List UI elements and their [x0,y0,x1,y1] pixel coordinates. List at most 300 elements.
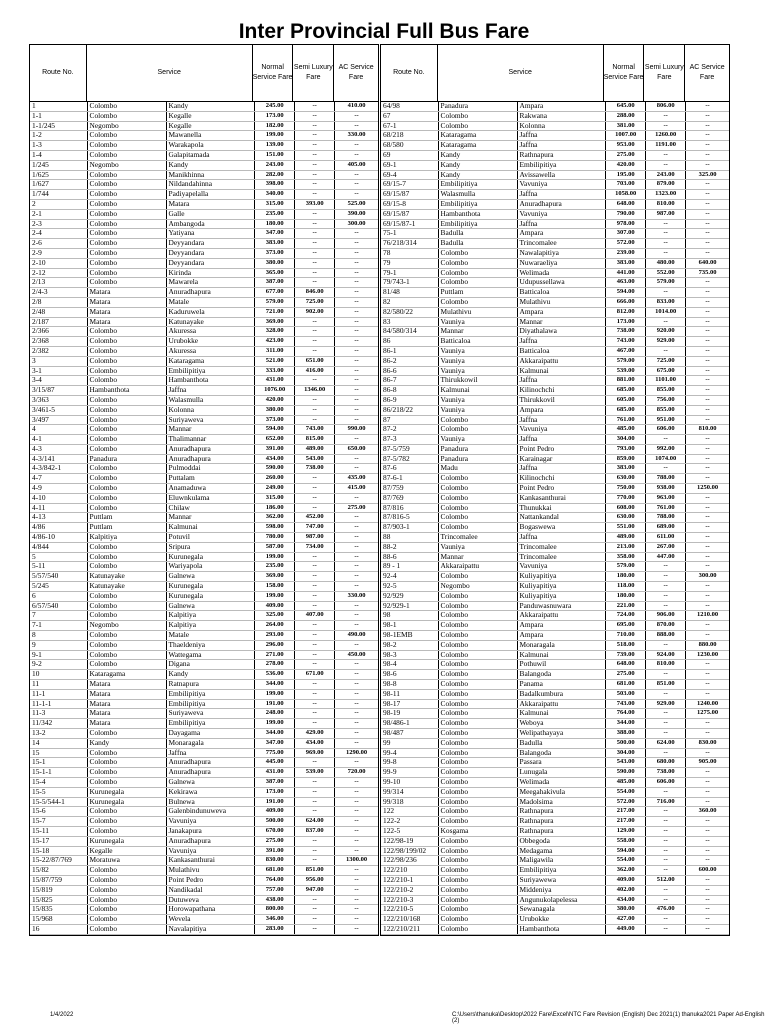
table-row [30,416,378,426]
cell-from: Colombo [88,905,167,914]
cell-normal-fare: 521.00 [255,357,295,366]
cell-to: Anuradhapura [518,200,607,209]
cell-semi-fare: -- [295,112,335,121]
cell-semi-fare: -- [295,847,335,856]
cell-semi-fare: 434.00 [295,739,335,748]
cell-semi-fare: 1014.00 [646,308,686,317]
cell-route: 122/210/168 [381,915,439,924]
cell-route: 15-17 [30,837,88,846]
table-row [381,827,729,837]
cell-ac-fare: -- [354,758,359,766]
table-row [381,592,729,602]
table-row [381,798,729,808]
cell-route: 122/210-2 [381,886,439,895]
table-row [381,749,729,759]
cell-from: Colombo [439,416,518,425]
cell-to: Bogaswewa [518,523,607,532]
cell-from: Vauniya [439,435,518,444]
cell-from: Colombo [88,239,167,248]
cell-from: Kurunegala [88,837,167,846]
cell-route: 1/625 [30,171,88,180]
cell-route: 88-2 [381,543,439,552]
cell-ac-fare: -- [354,405,359,413]
cell-from: Colombo [88,807,167,816]
footer-date: 1/4/2022 [50,1012,74,1018]
cell-semi-fare: 920.00 [646,327,686,336]
cell-route: 2/382 [30,347,88,356]
table-row [30,651,378,661]
table-row [30,905,378,915]
cell-normal-fare: 275.00 [606,670,646,679]
cell-ac-fare: -- [354,582,359,590]
cell-ac-fare: -- [705,582,710,590]
table-row [30,464,378,474]
cell-route: 4/86 [30,523,88,532]
cell-ac-fare: -- [354,552,359,560]
table-body [30,102,378,935]
cell-semi-fare: -- [295,318,335,327]
cell-to: Mannar [167,425,256,434]
cell-semi-fare: 929.00 [646,337,686,346]
cell-normal-fare: 391.00 [255,847,295,856]
table-row [381,406,729,416]
table-row [30,700,378,710]
cell-to: Jaffna [518,376,607,385]
cell-to: Kekirawa [167,788,256,797]
table-row [30,533,378,543]
cell-semi-fare: -- [295,709,335,718]
cell-semi-fare: 815.00 [295,435,335,444]
table-row [30,856,378,866]
cell-normal-fare: 118.00 [606,582,646,591]
cell-ac-fare: -- [354,640,359,648]
cell-ac-fare: -- [705,180,710,188]
cell-ac-fare: -- [705,229,710,237]
cell-ac-fare: 640.00 [698,258,717,266]
cell-normal-fare: 333.00 [255,367,295,376]
cell-to: Wattegama [167,651,256,660]
table-row [381,533,729,543]
table-row [381,788,729,798]
table-row [381,572,729,582]
cell-to: Batticaloa [518,347,607,356]
cell-route: 92-4 [381,572,439,581]
cell-to: Vavuniya [518,562,607,571]
cell-semi-fare: 725.00 [295,298,335,307]
cell-from: Colombo [439,269,518,278]
cell-semi-fare: -- [646,592,686,601]
cell-from: Colombo [88,259,167,268]
table-row [381,445,729,455]
cell-ac-fare: 1300.00 [346,856,368,864]
cell-semi-fare: -- [295,190,335,199]
cell-route: 81/48 [381,288,439,297]
cell-ac-fare: -- [705,748,710,756]
table-row [381,367,729,377]
cell-from: Colombo [439,719,518,728]
cell-to: Hambanthota [167,376,256,385]
cell-from: Colombo [439,729,518,738]
cell-normal-fare: 373.00 [255,416,295,425]
cell-ac-fare: -- [705,464,710,472]
cell-route: 122/98-19 [381,837,439,846]
header-ac: AC Service Fare [338,64,374,81]
cell-semi-fare: -- [646,915,686,924]
cell-normal-fare: 652.00 [255,435,295,444]
cell-route: 98-19 [381,709,439,718]
cell-normal-fare: 340.00 [255,190,295,199]
header-semi: Semi Luxury Fare [644,45,685,101]
cell-semi-fare: -- [646,837,686,846]
cell-semi-fare: 906.00 [646,611,686,620]
cell-from: Colombo [88,464,167,473]
table-row [381,700,729,710]
cell-normal-fare: 347.00 [255,739,295,748]
cell-route: 2-12 [30,269,88,278]
cell-semi-fare: -- [295,690,335,699]
cell-normal-fare: 431.00 [255,768,295,777]
cell-normal-fare: 554.00 [606,856,646,865]
cell-ac-fare: -- [705,209,710,217]
cell-from: Colombo [88,190,167,199]
cell-route: 76/218/314 [381,239,439,248]
cell-route: 2/187 [30,318,88,327]
cell-semi-fare: 476.00 [646,905,686,914]
cell-normal-fare: 695.00 [606,621,646,630]
cell-route: 15/87/759 [30,876,88,885]
cell-route: 4-3/842-1 [30,464,88,473]
cell-to: Maligawila [518,856,607,865]
cell-semi-fare: -- [295,562,335,571]
cell-from: Colombo [88,660,167,669]
cell-to: Jaffna [518,141,607,150]
cell-from: Colombo [88,337,167,346]
cell-ac-fare: -- [705,160,710,168]
cell-from: Colombo [88,543,167,552]
cell-to: Point Pedro [518,445,607,454]
cell-route: 122/210/211 [381,925,439,934]
cell-route: 98/486-1 [381,719,439,728]
table-row [30,709,378,719]
cell-ac-fare: 1290.00 [346,748,368,756]
table-row [381,602,729,612]
table-row [30,494,378,504]
cell-from: Colombo [88,817,167,826]
cell-from: Colombo [439,856,518,865]
table-row [381,494,729,504]
table-row [381,131,729,141]
cell-semi-fare: -- [646,896,686,905]
table-row [381,729,729,739]
cell-normal-fare: 441.00 [606,269,646,278]
cell-normal-fare: 645.00 [606,102,646,111]
cell-semi-fare: -- [295,396,335,405]
cell-to: Vavuniya [518,180,607,189]
cell-semi-fare: 429.00 [295,729,335,738]
cell-normal-fare: 485.00 [606,778,646,787]
cell-to: Lunugala [518,768,607,777]
cell-ac-fare: -- [705,533,710,541]
cell-semi-fare: -- [295,141,335,150]
cell-ac-fare: -- [705,523,710,531]
cell-to: Ampara [518,406,607,415]
cell-to: Jaffna [518,416,607,425]
cell-semi-fare: 606.00 [646,425,686,434]
table-row [381,220,729,230]
cell-ac-fare: -- [705,415,710,423]
cell-ac-fare: -- [354,513,359,521]
table-row [30,425,378,435]
cell-route: 69-4 [381,171,439,180]
cell-semi-fare: 806.00 [646,102,686,111]
cell-normal-fare: 724.00 [606,611,646,620]
table-row [381,837,729,847]
table-row [30,298,378,308]
cell-ac-fare: -- [705,307,710,315]
cell-ac-fare: 525.00 [347,199,366,207]
cell-normal-fare: 388.00 [606,729,646,738]
cell-normal-fare: 235.00 [255,562,295,571]
cell-ac-fare: 600.00 [698,866,717,874]
cell-normal-fare: 217.00 [606,817,646,826]
cell-to: Kataragama [167,357,256,366]
cell-semi-fare: -- [646,229,686,238]
cell-ac-fare: -- [354,787,359,795]
cell-to: Ambangoda [167,220,256,229]
cell-semi-fare: -- [646,122,686,131]
table-row [381,915,729,925]
cell-route: 88 [381,533,439,542]
cell-from: Moratuwa [88,856,167,865]
cell-from: Colombo [88,886,167,895]
cell-to: Anuradhapura [167,758,256,767]
cell-ac-fare: -- [705,288,710,296]
table-row [381,474,729,484]
cell-route: 6 [30,592,88,601]
table-row [30,582,378,592]
cell-to: Kolonna [518,122,607,131]
table-row [30,229,378,239]
cell-to: Monaragala [167,739,256,748]
table-row [30,602,378,612]
cell-semi-fare: -- [646,562,686,571]
cell-to: Trincomalee [518,543,607,552]
cell-to: Kuliyapitiya [518,572,607,581]
cell-route: 122/210-3 [381,896,439,905]
cell-from: Embilipitiya [439,220,518,229]
cell-normal-fare: 248.00 [255,709,295,718]
cell-ac-fare: -- [705,141,710,149]
table-row [30,474,378,484]
cell-route: 86-7 [381,376,439,385]
table-row [30,866,378,876]
cell-from: Colombo [439,798,518,807]
cell-to: Mawarela [167,278,256,287]
cell-to: Ampara [518,631,607,640]
cell-route: 13-2 [30,729,88,738]
cell-ac-fare: -- [354,366,359,374]
cell-route: 87-6-1 [381,474,439,483]
cell-ac-fare: -- [354,817,359,825]
cell-from: Colombo [88,229,167,238]
cell-normal-fare: 551.00 [606,523,646,532]
cell-semi-fare: -- [295,700,335,709]
cell-route: 5/245 [30,582,88,591]
cell-to: Thunukkai [518,504,607,513]
cell-to: Chilaw [167,504,256,513]
table-row [381,513,729,523]
cell-normal-fare: 764.00 [255,876,295,885]
cell-semi-fare: 680.00 [646,758,686,767]
cell-semi-fare: -- [646,347,686,356]
cell-to: Trincomalee [518,239,607,248]
cell-ac-fare: -- [705,346,710,354]
cell-ac-fare: -- [354,797,359,805]
cell-to: Meegahakivula [518,788,607,797]
cell-to: Mulathivu [518,298,607,307]
cell-to: Navalapitiya [167,925,256,934]
table-row [30,131,378,141]
cell-route: 87-5/759 [381,445,439,454]
cell-ac-fare: -- [354,327,359,335]
cell-to: Wevela [167,915,256,924]
cell-from: Colombo [88,553,167,562]
cell-ac-fare: -- [354,258,359,266]
cell-to: Embilipitiya [167,719,256,728]
cell-normal-fare: 630.00 [606,474,646,483]
cell-semi-fare: 743.00 [295,425,335,434]
cell-to: Sripura [167,543,256,552]
cell-normal-fare: 380.00 [255,259,295,268]
table-row [30,504,378,514]
cell-to: Kalmunai [518,367,607,376]
cell-to: Anuradhapura [167,837,256,846]
table-row [381,249,729,259]
cell-normal-fare: 757.00 [255,886,295,895]
cell-route: 15-5/544-1 [30,798,88,807]
table-row [381,347,729,357]
table-row [30,171,378,181]
cell-normal-fare: 579.00 [606,357,646,366]
table-row [381,239,729,249]
cell-from: Colombo [439,905,518,914]
table-row [381,122,729,132]
cell-to: Jaffna [518,435,607,444]
fare-table-left [29,44,379,936]
cell-ac-fare: -- [705,905,710,913]
table-row [30,807,378,817]
cell-ac-fare: -- [354,523,359,531]
cell-to: Kandy [167,161,256,170]
cell-normal-fare: 199.00 [255,719,295,728]
table-row [30,768,378,778]
cell-ac-fare: -- [354,386,359,394]
table-row [30,239,378,249]
cell-from: Katunayake [88,582,167,591]
cell-ac-fare: -- [354,248,359,256]
cell-to: Avissawella [518,171,607,180]
cell-to: Kalpitiya [167,611,256,620]
cell-to: Passara [518,758,607,767]
cell-semi-fare: -- [295,905,335,914]
cell-semi-fare: 452.00 [295,513,335,522]
cell-ac-fare: -- [354,278,359,286]
cell-from: Kosgama [439,827,518,836]
cell-to: Deyyandara [167,239,256,248]
cell-to: Nawalapitiya [518,249,607,258]
cell-to: Galle [167,210,256,219]
table-row [30,180,378,190]
cell-normal-fare: 402.00 [606,886,646,895]
cell-semi-fare: 761.00 [646,504,686,513]
cell-to: Mannar [167,513,256,522]
cell-route: 2/13 [30,278,88,287]
cell-to: Panduwasnuwara [518,602,607,611]
table-row [30,817,378,827]
cell-normal-fare: 427.00 [606,915,646,924]
cell-from: Colombo [88,925,167,934]
cell-from: Colombo [88,151,167,160]
cell-from: Mulathivu [439,308,518,317]
cell-route: 99 [381,739,439,748]
table-row [381,778,729,788]
cell-to: Kankasanthurai [167,856,256,865]
table-row [381,210,729,220]
cell-from: Colombo [88,249,167,258]
cell-semi-fare: -- [295,602,335,611]
table-row [30,592,378,602]
table-row [381,151,729,161]
cell-normal-fare: 158.00 [255,582,295,591]
table-row [381,161,729,171]
table-row [30,141,378,151]
table-row [30,690,378,700]
cell-route: 1/627 [30,180,88,189]
cell-from: Negombo [439,582,518,591]
table-row [381,876,729,886]
cell-to: Thalimannar [167,435,256,444]
cell-from: Colombo [88,494,167,503]
table-row [381,856,729,866]
cell-route: 4/86-10 [30,533,88,542]
cell-normal-fare: 409.00 [606,876,646,885]
cell-route: 86/218/22 [381,406,439,415]
cell-semi-fare: -- [646,161,686,170]
cell-from: Colombo [439,621,518,630]
cell-normal-fare: 489.00 [606,533,646,542]
cell-ac-fare: -- [354,729,359,736]
cell-ac-fare: 1250.00 [697,484,719,492]
cell-from: Colombo [88,631,167,640]
cell-to: Balangoda [518,670,607,679]
cell-semi-fare: -- [646,817,686,826]
cell-ac-fare: -- [705,111,710,119]
cell-route: 64/98 [381,102,439,111]
cell-from: Colombo [439,651,518,660]
cell-from: Colombo [439,690,518,699]
cell-ac-fare: -- [705,444,710,452]
cell-ac-fare: -- [705,493,710,501]
cell-ac-fare: -- [705,875,710,883]
table-row [30,641,378,651]
cell-to: Vavuniya [518,210,607,219]
cell-normal-fare: 594.00 [255,425,295,434]
cell-normal-fare: 387.00 [255,278,295,287]
cell-to: Angunukolapelessa [518,896,607,905]
cell-normal-fare: 245.00 [255,102,295,111]
table-row [30,749,378,759]
table-row [381,425,729,435]
